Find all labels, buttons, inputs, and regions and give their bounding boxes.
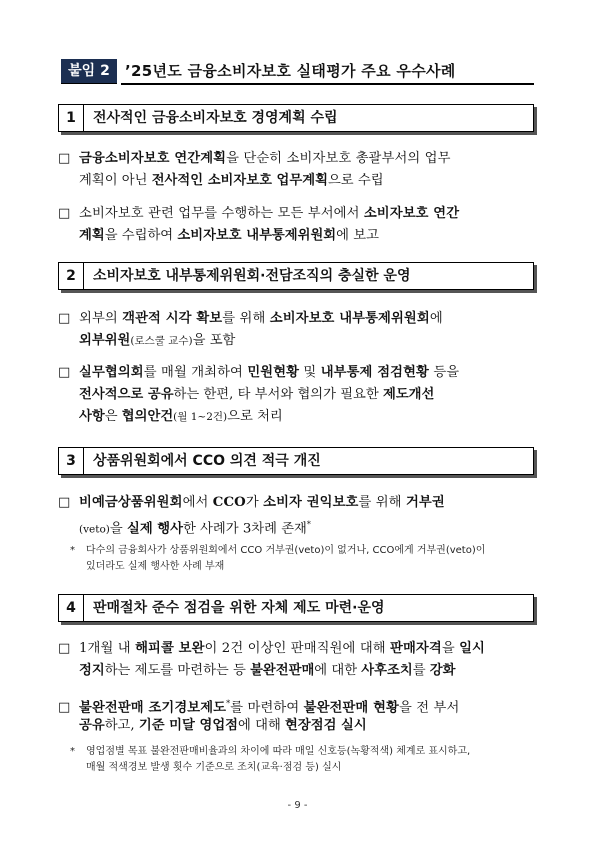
checkbox-icon: □ (58, 311, 71, 326)
attachment-tag: 붙임 2 (61, 59, 117, 84)
section-title: 판매절차 준수 점검을 위한 자체 제도 마련·운영 (93, 600, 385, 616)
title-underline (121, 83, 534, 85)
page-number: - 9 - (287, 800, 308, 811)
footnote: * 영업점별 목표 불완전판매비율과의 차이에 따라 매일 신호등(녹황적색) 체계로 표시하고, 매월 적색경보 발생 횟수 기준으로 조치(교육·점검 등) 실시 (70, 746, 471, 773)
section-number: 4 (59, 595, 84, 621)
footnote: * 다수의 금융회사가 상품위원회에서 CCO 거부권(veto)이 없거나, CCO에게 거부권(veto)이 있더라도 실제 행사한 사례 부재 (70, 545, 486, 572)
checkbox-icon: □ (58, 495, 71, 510)
list-item: □ 금융소비자보호 연간계획을 단순히 소비자보호 총괄부서의 업무 계획이 아닌 전사적인 소비자보호 업무계획으로 수립 (58, 148, 538, 192)
section-title: 전사적인 금융소비자보호 경영계획 수립 (93, 110, 338, 126)
list-item: □ 1개월 내 해피콜 보완이 2건 이상인 판매직원에 대해 판매자격을 일시 정지하는 제도를 마련하는 등 불완전판매에 대한 사후조치를 강화 (58, 638, 538, 682)
list-item: □ 비예금상품위원회에서 CCO가 소비자 권익보호를 위해 거부권 (veto)을 실제 행사한 사례가 3차례 존재* (58, 492, 538, 536)
checkbox-icon: □ (58, 365, 71, 380)
document-header (61, 59, 534, 85)
checkbox-icon: □ (58, 151, 71, 166)
document-title: ’25년도 금융소비자보호 실태평가 주요 우수사례 (125, 62, 456, 80)
section-title: 상품위원회에서 CCO 의견 적극 개진 (93, 453, 321, 469)
checkbox-icon: □ (58, 700, 71, 715)
section-1-header (58, 104, 534, 132)
checkbox-icon: □ (58, 641, 71, 656)
list-item: □ 불완전판매 조기경보제도*를 마련하여 불완전판매 현황을 전 부서 공유하고, 기준 미달 영업점에 대해 현장점검 실시 (58, 699, 460, 733)
section-title: 소비자보호 내부통제위원회·전담조직의 충실한 운영 (93, 268, 411, 284)
section-4-header (58, 594, 534, 622)
section-number: 1 (59, 105, 84, 131)
section-3-header (58, 447, 534, 475)
section-number: 3 (59, 448, 84, 474)
list-item: □ 외부의 객관적 시각 확보를 위해 소비자보호 내부통제위원회에 외부위원(로스쿨 교수)을 포함 (58, 308, 538, 352)
list-item: □ 실무협의회를 매월 개최하여 민원현황 및 내부통제 점검현황 등을 전사적으로 공유하는 한편, 타 부서와 협의가 필요한 제도개선 사항은 협의안건(월 1~2건)으로 처리 (58, 362, 538, 428)
list-item: □ 소비자보호 관련 업무를 수행하는 모든 부서에서 소비자보호 연간 계획을 수립하여 소비자보호 내부통제위원회에 보고 (58, 203, 538, 247)
checkbox-icon: □ (58, 206, 71, 221)
section-2-header (58, 262, 534, 290)
section-number: 2 (59, 263, 84, 289)
